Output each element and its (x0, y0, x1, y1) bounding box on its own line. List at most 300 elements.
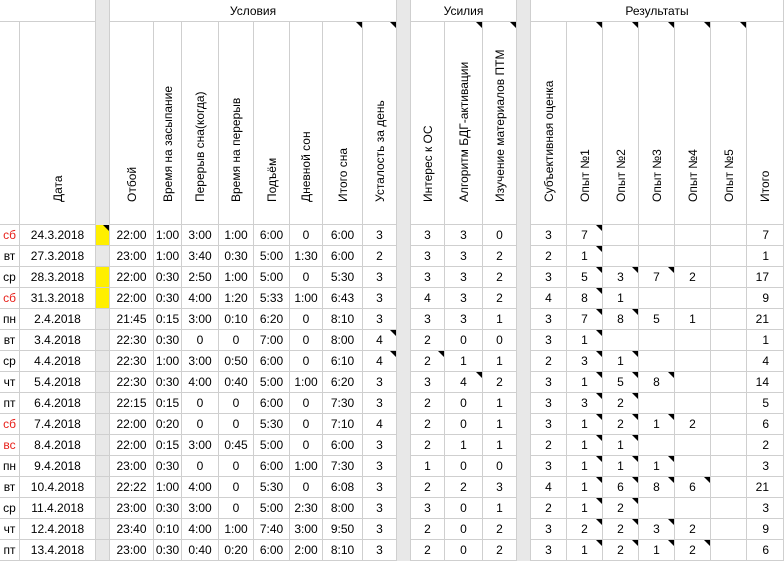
cell-ds[interactable]: 0 (290, 477, 323, 498)
cell-tot[interactable]: 21 (747, 477, 784, 498)
cell-bw[interactable]: 3:00 (182, 309, 219, 330)
cell-bt[interactable]: 0:40 (219, 372, 254, 393)
cell-day[interactable]: вс (0, 435, 20, 456)
cell-int[interactable]: 3 (411, 372, 445, 393)
cell-ds[interactable]: 0 (290, 351, 323, 372)
cell-fa[interactable]: 1:00 (154, 225, 182, 246)
cell-fa[interactable]: 0:30 (154, 330, 182, 351)
cell-e2[interactable] (603, 246, 639, 267)
cell-otboy[interactable]: 22:22 (110, 477, 154, 498)
cell-int[interactable]: 2 (411, 540, 445, 561)
cell-tot[interactable]: 4 (747, 351, 784, 372)
cell-bw[interactable]: 0:40 (182, 540, 219, 561)
cell-day[interactable]: чт (0, 372, 20, 393)
cell-day[interactable]: ср (0, 498, 20, 519)
cell-otboy[interactable]: 23:00 (110, 540, 154, 561)
cell-rise[interactable]: 5:00 (254, 435, 290, 456)
cell-e5[interactable] (711, 309, 747, 330)
cell-sub[interactable]: 3 (531, 519, 567, 540)
cell-alg[interactable]: 3 (445, 267, 483, 288)
cell-ts[interactable]: 9:50 (323, 519, 363, 540)
cell-bt[interactable]: 1:00 (219, 225, 254, 246)
cell-otboy[interactable]: 23:00 (110, 456, 154, 477)
cell-int[interactable]: 3 (411, 267, 445, 288)
cell-e4[interactable]: 2 (675, 267, 711, 288)
cell-bt[interactable]: 0 (219, 456, 254, 477)
cell-day[interactable]: пн (0, 456, 20, 477)
cell-e4[interactable]: 2 (675, 540, 711, 561)
cell-bw[interactable]: 3:40 (182, 246, 219, 267)
cell-bw[interactable]: 3:00 (182, 435, 219, 456)
cell-otboy[interactable]: 22:15 (110, 393, 154, 414)
cell-alg[interactable]: 0 (445, 519, 483, 540)
cell-int[interactable]: 2 (411, 477, 445, 498)
column-header-exp4[interactable] (675, 22, 711, 225)
cell-fat[interactable]: 3 (363, 225, 397, 246)
cell-e5[interactable] (711, 330, 747, 351)
column-header-exp5[interactable] (711, 22, 747, 225)
column-header-interest[interactable] (411, 22, 445, 225)
cell-fa[interactable]: 1:00 (154, 246, 182, 267)
cell-int[interactable]: 2 (411, 519, 445, 540)
cell-rise[interactable]: 6:20 (254, 309, 290, 330)
column-header-exp3[interactable] (639, 22, 675, 225)
cell-stu[interactable]: 1 (483, 393, 517, 414)
cell-day[interactable]: ср (0, 267, 20, 288)
column-header-exp2[interactable] (603, 22, 639, 225)
column-header-rise[interactable] (254, 22, 290, 225)
cell-bw[interactable]: 4:00 (182, 372, 219, 393)
cell-date[interactable]: 7.4.2018 (20, 414, 96, 435)
cell-e4[interactable] (675, 498, 711, 519)
cell-fa[interactable]: 0:30 (154, 288, 182, 309)
cell-ds[interactable]: 0 (290, 435, 323, 456)
cell-fa[interactable]: 0:30 (154, 498, 182, 519)
cell-date[interactable]: 31.3.2018 (20, 288, 96, 309)
cell-otboy[interactable]: 23:00 (110, 246, 154, 267)
cell-e5[interactable] (711, 498, 747, 519)
cell-stu[interactable]: 2 (483, 519, 517, 540)
cell-e2[interactable]: 2 (603, 519, 639, 540)
cell-e4[interactable]: 2 (675, 519, 711, 540)
cell-e1[interactable]: 7 (567, 225, 603, 246)
cell-e1[interactable]: 1 (567, 456, 603, 477)
cell-int[interactable]: 3 (411, 246, 445, 267)
cell-int[interactable]: 2 (411, 351, 445, 372)
cell-bw[interactable]: 3:00 (182, 225, 219, 246)
cell-day[interactable]: вт (0, 246, 20, 267)
cell-int[interactable]: 3 (411, 498, 445, 519)
cell-sub[interactable]: 4 (531, 477, 567, 498)
cell-fat[interactable]: 4 (363, 351, 397, 372)
cell-otboy[interactable]: 22:00 (110, 225, 154, 246)
cell-fat[interactable]: 3 (363, 393, 397, 414)
cell-fat[interactable]: 3 (363, 498, 397, 519)
cell-ds[interactable]: 1:00 (290, 456, 323, 477)
cell-tot[interactable]: 9 (747, 519, 784, 540)
cell-fat[interactable]: 3 (363, 288, 397, 309)
cell-e3[interactable] (639, 288, 675, 309)
cell-date[interactable]: 12.4.2018 (20, 519, 96, 540)
cell-e2[interactable]: 1 (603, 351, 639, 372)
cell-e3[interactable] (639, 330, 675, 351)
cell-sub[interactable]: 3 (531, 393, 567, 414)
cell-bt[interactable]: 0 (219, 498, 254, 519)
cell-rise[interactable]: 6:00 (254, 225, 290, 246)
cell-ds[interactable]: 2:30 (290, 498, 323, 519)
cell-e1[interactable]: 2 (567, 519, 603, 540)
cell-day[interactable]: чт (0, 519, 20, 540)
cell-fat[interactable]: 3 (363, 540, 397, 561)
cell-date[interactable]: 28.3.2018 (20, 267, 96, 288)
cell-e4[interactable] (675, 372, 711, 393)
cell-bt[interactable]: 0 (219, 393, 254, 414)
cell-otboy[interactable]: 22:00 (110, 267, 154, 288)
cell-fat[interactable]: 3 (363, 372, 397, 393)
cell-stu[interactable]: 2 (483, 540, 517, 561)
cell-tot[interactable]: 7 (747, 225, 784, 246)
cell-tot[interactable]: 1 (747, 246, 784, 267)
cell-e5[interactable] (711, 540, 747, 561)
cell-ts[interactable]: 7:30 (323, 393, 363, 414)
cell-bt[interactable]: 0 (219, 477, 254, 498)
cell-sub[interactable]: 3 (531, 309, 567, 330)
cell-e5[interactable] (711, 519, 747, 540)
cell-e1[interactable]: 5 (567, 267, 603, 288)
cell-sub[interactable]: 2 (531, 435, 567, 456)
cell-stu[interactable]: 3 (483, 477, 517, 498)
cell-e2[interactable] (603, 330, 639, 351)
column-header-break_when[interactable] (182, 22, 219, 225)
cell-bw[interactable]: 0 (182, 456, 219, 477)
cell-int[interactable]: 2 (411, 435, 445, 456)
cell-day[interactable]: сб (0, 288, 20, 309)
cell-fa[interactable]: 0:30 (154, 456, 182, 477)
cell-alg[interactable]: 1 (445, 351, 483, 372)
cell-stu[interactable]: 1 (483, 498, 517, 519)
cell-date[interactable]: 8.4.2018 (20, 435, 96, 456)
cell-sub[interactable]: 3 (531, 540, 567, 561)
cell-tot[interactable]: 2 (747, 435, 784, 456)
cell-e3[interactable] (639, 498, 675, 519)
cell-ts[interactable]: 6:08 (323, 477, 363, 498)
cell-int[interactable]: 2 (411, 414, 445, 435)
cell-e4[interactable] (675, 435, 711, 456)
cell-otboy[interactable]: 21:45 (110, 309, 154, 330)
cell-ts[interactable]: 6:00 (323, 246, 363, 267)
cell-int[interactable]: 1 (411, 456, 445, 477)
cell-e5[interactable] (711, 456, 747, 477)
cell-stu[interactable]: 0 (483, 456, 517, 477)
cell-day[interactable]: сб (0, 225, 20, 246)
cell-rise[interactable]: 6:00 (254, 393, 290, 414)
cell-bt[interactable]: 1:00 (219, 267, 254, 288)
cell-ds[interactable]: 0 (290, 414, 323, 435)
cell-rise[interactable]: 5:00 (254, 267, 290, 288)
cell-fat[interactable]: 3 (363, 519, 397, 540)
cell-ds[interactable]: 1:30 (290, 246, 323, 267)
cell-bw[interactable]: 0 (182, 330, 219, 351)
cell-e3[interactable]: 8 (639, 477, 675, 498)
cell-rise[interactable]: 6:00 (254, 456, 290, 477)
cell-e1[interactable]: 8 (567, 288, 603, 309)
cell-bw[interactable]: 2:50 (182, 267, 219, 288)
cell-tot[interactable]: 9 (747, 288, 784, 309)
cell-e3[interactable]: 8 (639, 372, 675, 393)
cell-ds[interactable]: 1:00 (290, 372, 323, 393)
cell-ds[interactable]: 0 (290, 267, 323, 288)
cell-fat[interactable]: 3 (363, 267, 397, 288)
cell-rise[interactable]: 5:00 (254, 246, 290, 267)
cell-alg[interactable]: 0 (445, 456, 483, 477)
cell-rise[interactable]: 5:00 (254, 372, 290, 393)
cell-e3[interactable]: 1 (639, 456, 675, 477)
cell-date[interactable]: 2.4.2018 (20, 309, 96, 330)
cell-sub[interactable]: 2 (531, 351, 567, 372)
cell-day[interactable]: пт (0, 540, 20, 561)
cell-alg[interactable]: 0 (445, 498, 483, 519)
cell-tot[interactable]: 5 (747, 393, 784, 414)
cell-otboy[interactable]: 22:30 (110, 330, 154, 351)
cell-e2[interactable]: 1 (603, 435, 639, 456)
cell-int[interactable]: 2 (411, 393, 445, 414)
cell-date[interactable]: 27.3.2018 (20, 246, 96, 267)
column-header-fall_asleep[interactable] (154, 22, 182, 225)
cell-e2[interactable]: 6 (603, 477, 639, 498)
cell-ds[interactable]: 1:00 (290, 288, 323, 309)
cell-stu[interactable]: 1 (483, 414, 517, 435)
cell-fa[interactable]: 0:15 (154, 309, 182, 330)
cell-e3[interactable] (639, 351, 675, 372)
cell-ds[interactable]: 0 (290, 330, 323, 351)
cell-day[interactable]: ср (0, 351, 20, 372)
cell-e1[interactable]: 1 (567, 435, 603, 456)
cell-e3[interactable]: 3 (639, 519, 675, 540)
cell-e2[interactable]: 3 (603, 267, 639, 288)
cell-e4[interactable] (675, 393, 711, 414)
cell-e5[interactable] (711, 477, 747, 498)
cell-e4[interactable] (675, 456, 711, 477)
cell-stu[interactable]: 2 (483, 246, 517, 267)
column-header-otboy[interactable] (110, 22, 154, 225)
cell-e1[interactable]: 1 (567, 246, 603, 267)
cell-stu[interactable]: 1 (483, 435, 517, 456)
cell-bt[interactable]: 0:30 (219, 246, 254, 267)
cell-ts[interactable]: 8:00 (323, 330, 363, 351)
cell-e2[interactable]: 2 (603, 393, 639, 414)
cell-bt[interactable]: 0:45 (219, 435, 254, 456)
cell-sub[interactable]: 3 (531, 225, 567, 246)
cell-rise[interactable]: 5:30 (254, 414, 290, 435)
column-header-fatigue[interactable] (363, 22, 397, 225)
cell-tot[interactable]: 3 (747, 498, 784, 519)
cell-e2[interactable]: 2 (603, 540, 639, 561)
cell-e4[interactable] (675, 351, 711, 372)
cell-ts[interactable]: 6:20 (323, 372, 363, 393)
cell-fa[interactable]: 0:10 (154, 519, 182, 540)
cell-e2[interactable]: 2 (603, 498, 639, 519)
cell-ts[interactable]: 8:10 (323, 540, 363, 561)
cell-e2[interactable] (603, 225, 639, 246)
cell-ts[interactable]: 6:00 (323, 225, 363, 246)
cell-date[interactable]: 24.3.2018 (20, 225, 96, 246)
cell-e2[interactable]: 1 (603, 288, 639, 309)
cell-e4[interactable]: 1 (675, 309, 711, 330)
cell-fa[interactable]: 0:30 (154, 372, 182, 393)
cell-day[interactable]: вт (0, 330, 20, 351)
cell-otboy[interactable]: 22:00 (110, 414, 154, 435)
cell-e2[interactable]: 5 (603, 372, 639, 393)
cell-rise[interactable]: 5:00 (254, 498, 290, 519)
cell-ds[interactable]: 2:00 (290, 540, 323, 561)
cell-e5[interactable] (711, 225, 747, 246)
cell-e4[interactable] (675, 225, 711, 246)
cell-otboy[interactable]: 23:00 (110, 498, 154, 519)
cell-tot[interactable]: 17 (747, 267, 784, 288)
cell-e1[interactable]: 1 (567, 414, 603, 435)
cell-stu[interactable]: 0 (483, 225, 517, 246)
cell-stu[interactable]: 1 (483, 351, 517, 372)
cell-fa[interactable]: 0:15 (154, 393, 182, 414)
cell-bt[interactable]: 0:10 (219, 309, 254, 330)
cell-rise[interactable]: 5:30 (254, 477, 290, 498)
cell-int[interactable]: 3 (411, 225, 445, 246)
cell-ds[interactable]: 0 (290, 309, 323, 330)
cell-ds[interactable]: 0 (290, 225, 323, 246)
cell-stu[interactable]: 2 (483, 288, 517, 309)
cell-bt[interactable]: 1:00 (219, 519, 254, 540)
cell-e1[interactable]: 1 (567, 372, 603, 393)
cell-bw[interactable]: 3:00 (182, 498, 219, 519)
cell-fat[interactable]: 4 (363, 330, 397, 351)
cell-int[interactable]: 4 (411, 288, 445, 309)
cell-e3[interactable] (639, 225, 675, 246)
cell-bt[interactable]: 0 (219, 414, 254, 435)
cell-bt[interactable]: 0 (219, 330, 254, 351)
cell-e1[interactable]: 3 (567, 393, 603, 414)
cell-e5[interactable] (711, 435, 747, 456)
cell-alg[interactable]: 3 (445, 246, 483, 267)
cell-ts[interactable]: 6:00 (323, 435, 363, 456)
cell-rise[interactable]: 5:33 (254, 288, 290, 309)
cell-sub[interactable]: 3 (531, 267, 567, 288)
cell-tot[interactable]: 3 (747, 456, 784, 477)
cell-otboy[interactable]: 22:00 (110, 435, 154, 456)
cell-e5[interactable] (711, 372, 747, 393)
cell-rise[interactable]: 7:00 (254, 330, 290, 351)
cell-fat[interactable]: 2 (363, 246, 397, 267)
cell-alg[interactable]: 3 (445, 225, 483, 246)
cell-fa[interactable]: 0:30 (154, 267, 182, 288)
cell-e2[interactable]: 2 (603, 414, 639, 435)
cell-date[interactable]: 3.4.2018 (20, 330, 96, 351)
cell-e1[interactable]: 1 (567, 477, 603, 498)
cell-fa[interactable]: 1:00 (154, 477, 182, 498)
cell-e2[interactable]: 8 (603, 309, 639, 330)
cell-rise[interactable]: 7:40 (254, 519, 290, 540)
cell-alg[interactable]: 0 (445, 393, 483, 414)
cell-alg[interactable]: 4 (445, 372, 483, 393)
column-header-day_sleep[interactable] (290, 22, 323, 225)
cell-fa[interactable]: 0:15 (154, 435, 182, 456)
cell-fat[interactable]: 4 (363, 414, 397, 435)
cell-e4[interactable]: 2 (675, 414, 711, 435)
cell-e3[interactable] (639, 246, 675, 267)
cell-stu[interactable]: 2 (483, 372, 517, 393)
cell-bw[interactable]: 0 (182, 393, 219, 414)
cell-sub[interactable]: 2 (531, 246, 567, 267)
cell-e5[interactable] (711, 351, 747, 372)
cell-alg[interactable]: 1 (445, 435, 483, 456)
cell-fat[interactable]: 3 (363, 309, 397, 330)
cell-tot[interactable]: 14 (747, 372, 784, 393)
cell-rise[interactable]: 6:00 (254, 540, 290, 561)
column-header-total[interactable] (747, 22, 784, 225)
cell-day[interactable]: вт (0, 477, 20, 498)
cell-ts[interactable]: 5:30 (323, 267, 363, 288)
cell-tot[interactable]: 6 (747, 414, 784, 435)
cell-alg[interactable]: 3 (445, 288, 483, 309)
cell-stu[interactable]: 0 (483, 330, 517, 351)
cell-e1[interactable]: 7 (567, 309, 603, 330)
column-header-subjective[interactable] (531, 22, 567, 225)
column-header-study[interactable] (483, 22, 517, 225)
cell-e3[interactable]: 1 (639, 540, 675, 561)
cell-e4[interactable] (675, 288, 711, 309)
cell-stu[interactable]: 2 (483, 267, 517, 288)
cell-e5[interactable] (711, 393, 747, 414)
cell-otboy[interactable]: 22:30 (110, 372, 154, 393)
cell-date[interactable]: 4.4.2018 (20, 351, 96, 372)
cell-sub[interactable]: 3 (531, 330, 567, 351)
cell-date[interactable]: 6.4.2018 (20, 393, 96, 414)
cell-int[interactable]: 3 (411, 309, 445, 330)
cell-bw[interactable]: 3:00 (182, 351, 219, 372)
cell-bt[interactable]: 1:20 (219, 288, 254, 309)
cell-date[interactable]: 11.4.2018 (20, 498, 96, 519)
cell-ts[interactable]: 8:00 (323, 498, 363, 519)
cell-day[interactable]: пт (0, 393, 20, 414)
cell-ts[interactable]: 8:10 (323, 309, 363, 330)
cell-date[interactable]: 5.4.2018 (20, 372, 96, 393)
cell-stu[interactable]: 1 (483, 309, 517, 330)
cell-e5[interactable] (711, 267, 747, 288)
column-header-date[interactable] (20, 22, 96, 225)
cell-bt[interactable]: 0:50 (219, 351, 254, 372)
cell-bw[interactable]: 4:00 (182, 477, 219, 498)
cell-sub[interactable]: 3 (531, 414, 567, 435)
cell-sub[interactable]: 3 (531, 456, 567, 477)
column-header-exp1[interactable] (567, 22, 603, 225)
cell-bw[interactable]: 0 (182, 414, 219, 435)
cell-e1[interactable]: 1 (567, 540, 603, 561)
column-header-algorithm[interactable] (445, 22, 483, 225)
cell-fat[interactable]: 3 (363, 477, 397, 498)
cell-e3[interactable] (639, 435, 675, 456)
cell-date[interactable]: 9.4.2018 (20, 456, 96, 477)
cell-day[interactable]: пн (0, 309, 20, 330)
cell-fat[interactable]: 3 (363, 435, 397, 456)
cell-sub[interactable]: 4 (531, 288, 567, 309)
cell-otboy[interactable]: 22:00 (110, 288, 154, 309)
column-header-break_time[interactable] (219, 22, 254, 225)
cell-date[interactable]: 13.4.2018 (20, 540, 96, 561)
cell-ds[interactable]: 3:00 (290, 519, 323, 540)
cell-e3[interactable] (639, 393, 675, 414)
cell-e1[interactable]: 3 (567, 351, 603, 372)
cell-fa[interactable]: 0:30 (154, 540, 182, 561)
cell-ts[interactable]: 6:43 (323, 288, 363, 309)
